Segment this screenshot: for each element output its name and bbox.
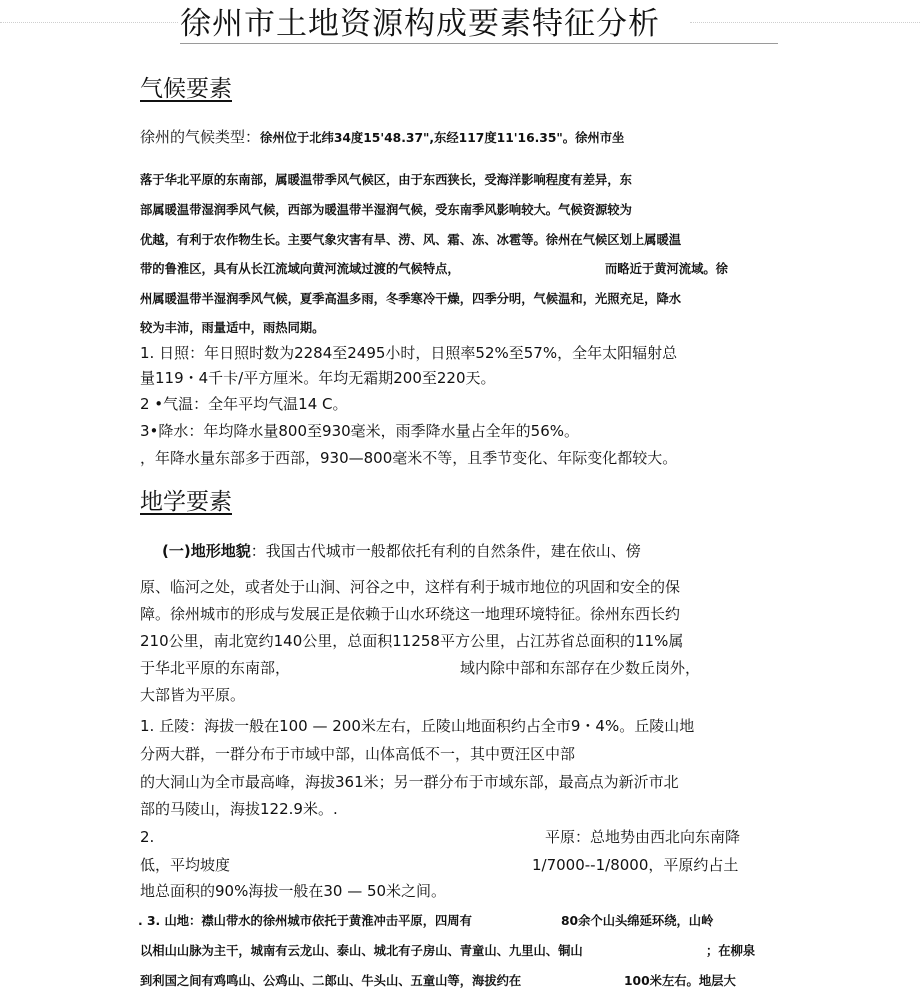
geo-mountain-item: . 3. 山地：襟山带水的徐州城市依托于黄淮冲击平原，四周有 bbox=[138, 914, 472, 928]
geo-line-part-a: 于华北平原的东南部， bbox=[140, 659, 291, 677]
title-underline bbox=[180, 43, 778, 44]
climate-lead-text: 徐州位于北纬34度15'48.37",东经117度11'16.35"。徐州市坐 bbox=[260, 131, 625, 145]
geo-plain-line-part-b: 1/7000--1/8000，平原约占土 bbox=[532, 856, 739, 874]
geo-plain-line-part-a: 低，平均坡度 bbox=[140, 856, 231, 874]
geo-lead-text: ：我国古代城市一般都依托有利的自然条件，建在依山、傍 bbox=[250, 542, 641, 560]
geo-mountain-line-cont: 100米左右。地层大 bbox=[624, 974, 736, 988]
geo-mountain-line: 以相山山脉为主干，城南有云龙山、泰山、城北有子房山、青童山、九里山、铜山 bbox=[140, 944, 583, 958]
geo-line: 210公里，南北宽约140公里，总面积11258平方公里，占江苏省总面积的11%属 bbox=[140, 632, 684, 650]
geo-lead-line bbox=[162, 541, 641, 561]
geo-lead-label: (一)地形地貌 bbox=[162, 542, 251, 560]
geo-mountain-line-cont: ；在柳泉 bbox=[706, 944, 756, 958]
geo-line-part-b: 域内除中部和东部存在少数丘岗外， bbox=[460, 659, 701, 677]
climate-line: 部属暖温带湿润季风气候，西部为暖温带半湿润气候，受东南季风影响较大。气候资源较为 bbox=[140, 203, 632, 217]
geo-hills-line: 部的马陵山，海拔122.9米。. bbox=[140, 800, 338, 818]
climate-line: 落于华北平原的东南部，属暖温带季风气候区，由于东西狭长，受海洋影响程度有差异，东 bbox=[140, 173, 632, 187]
section-heading-geo: 地学要素 bbox=[140, 489, 232, 515]
climate-line: 优越，有利于农作物生长。主要气象灾害有旱、涝、风、霜、冻、冰雹等。徐州在气候区划上属暖温 bbox=[140, 233, 682, 247]
top-dotted-rule-left bbox=[0, 22, 178, 23]
climate-item-temperature: 2 •气温：全年平均气温14 C。 bbox=[140, 395, 348, 413]
climate-lead-label: 徐州的气候类型 bbox=[140, 128, 246, 146]
geo-line: 障。徐州城市的形成与发展正是依赖于山水环绕这一地理环境特征。徐州东西长约 bbox=[140, 605, 681, 623]
climate-item-sunshine: 1. 日照：年日照时数为2284至2495小时，日照率52%至57%，全年太阳辐射总 bbox=[140, 344, 678, 362]
geo-hills-item: 1. 丘陵：海拔一般在100 — 200米左右，丘陵山地面积约占全市9・4%。丘陵山地 bbox=[140, 717, 695, 735]
geo-mountain-item-cont: 80余个山头绵延环绕，山岭 bbox=[561, 914, 714, 928]
geo-line: 大部皆为平原。 bbox=[140, 686, 246, 704]
climate-item-sunshine-cont: 量119・4千卡/平方厘米。年均无霜期200至220天。 bbox=[140, 369, 496, 387]
climate-lead-line bbox=[140, 127, 624, 148]
climate-item-precipitation-cont: ，年降水量东部多于西部，930—800毫米不等，且季节变化、年际变化都较大。 bbox=[140, 449, 678, 467]
geo-plain-number: 2. bbox=[140, 828, 155, 846]
climate-lead-colon: ： bbox=[245, 128, 261, 146]
document-title: 徐州市土地资源构成要素特征分析 bbox=[180, 6, 660, 42]
top-dotted-rule-right bbox=[690, 22, 920, 23]
geo-hills-line: 的大洞山为全市最高峰，海拔361米；另一群分布于市域东部，最高点为新沂市北 bbox=[140, 773, 679, 791]
climate-line-part-a: 带的鲁淮区，具有从长江流域向黄河流域过渡的气候特点， bbox=[140, 262, 460, 276]
geo-plain-item: 平原：总地势由西北向东南降 bbox=[545, 828, 741, 846]
geo-mountain-line: 到利国之间有鸡鸣山、公鸡山、二郎山、牛头山、五童山等，海拔约在 bbox=[140, 974, 522, 988]
geo-hills-line: 分两大群，一群分布于市域中部，山体高低不一，其中贾汪区中部 bbox=[140, 745, 576, 763]
climate-line: 较为丰沛，雨量适中，雨热同期。 bbox=[140, 321, 325, 335]
section-heading-climate: 气候要素 bbox=[140, 76, 232, 102]
geo-plain-line: 地总面积的90%海拔一般在30 — 50米之间。 bbox=[140, 882, 447, 900]
climate-line: 州属暖温带半湿润季风气候，夏季高温多雨，冬季寒冷干燥，四季分明，气候温和，光照充足，降水 bbox=[140, 292, 682, 306]
geo-line: 原、临河之处，或者处于山涧、河谷之中，这样有利于城市地位的巩固和安全的保 bbox=[140, 578, 681, 596]
climate-item-precipitation: 3•降水：年均降水量800至930毫米，雨季降水量占全年的56%。 bbox=[140, 422, 579, 440]
climate-line-part-b: 而略近于黄河流域。徐 bbox=[605, 262, 728, 276]
